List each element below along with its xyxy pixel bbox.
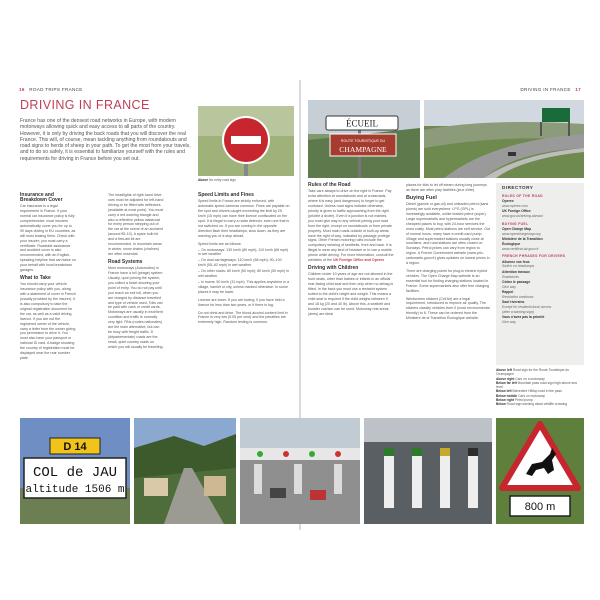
caption-3: Below left Belvedere Hilltop road in the pass (496, 389, 562, 394)
deer-distance-text: 800 m (524, 501, 556, 513)
heading-speed-limits: Speed Limits and Fines (198, 192, 254, 198)
directory-operex-url[interactable]: www.operex.com (502, 203, 528, 208)
directory-ministere-2: Écologique (502, 241, 521, 246)
caption-1: Above right Cars on a motorway (496, 376, 545, 381)
column-5 (406, 183, 490, 324)
caption-0: Above left Road sign for the Route Touristique du Champagne (496, 368, 570, 377)
text-play-places: places for kids to let off steam during long journeys as there are often play facilities (jeux d'été). (406, 183, 487, 192)
caption-4: Below middle Cars on motorway (496, 393, 545, 398)
directory-section-rules: RULES OF THE ROAD (502, 193, 543, 198)
heading-buying-fuel: Buying Fuel (406, 194, 437, 201)
phrase-7: Vous n'avez pas la priorité (502, 315, 545, 320)
heading-insurance: Insurance and Breakdown Cover (20, 192, 63, 203)
phrase-3-translation: Give way (502, 284, 516, 289)
phrase-2-translation: Roadworks (502, 274, 519, 279)
directory-operex: Operex (502, 199, 514, 204)
directory-ocm-url[interactable]: www.openchargemap.org (502, 231, 541, 236)
directory-ukfo: UK Foreign Office (502, 209, 531, 214)
text-road-systems: Most motorways (Autoroutes) in France have a toll (péage) system. Usually, upon joining the system, you collect a ticket showing your point of entry. You do not pay until you reach an exit toll, when you are charged by distance travelled and type of vehicle used. Tolls can be paid with cash or credit cards. Motorways are usually in excellent condition and traffic is normally very light. RNs (routes nationales) are the main alternative, but can be busy with freight traffic. D (départementale) roads are the small, quiet country roads on which you will usually be travelling. (108, 266, 164, 349)
page-number-right: 17 (575, 87, 581, 92)
photo-captions (496, 368, 584, 407)
road-number-text: D 14 (63, 441, 87, 453)
phrase-4: Rappel (502, 290, 514, 295)
heading-children: Driving with Children (308, 265, 359, 271)
page-title: DRIVING IN FRANCE (20, 98, 150, 112)
heading-rules-of-road: Rules of the Road (308, 182, 351, 188)
section-name-right: DRIVING IN FRANCE (520, 87, 571, 92)
directory-section-phrases: FRENCH PHRASES FOR DRIVERS (502, 254, 566, 259)
fuel-pump-photo (364, 418, 492, 524)
directory-ministere: Ministère de la Transition (502, 237, 543, 242)
phrase-3: Cédez le passage (502, 280, 531, 285)
phrase-4-translation: Restriction continues (502, 294, 534, 299)
text-licence: Licence are lower. If you are towing, if you have held a licence for less than two years, or if there is fog. (198, 297, 285, 307)
pass-altitude-text: altitude 1506 m (25, 484, 125, 496)
village-road-photo (134, 418, 236, 524)
speed-other: – On other roads: 80 km/h (50 mph); 80 km/h (50 mph) in wet weather (198, 269, 290, 279)
links-text: UK Foreign Office and Operex (332, 258, 385, 263)
phrase-1: Allumez vos feux (502, 259, 530, 264)
text-rules-of-road: Take care always to drive on the right in France. Pay extra attention at roundabouts and at crossroads, where it is easy (and dangerous) to forget to get confused. Unless road signs indicate otherwise, priority is given to traffic approaching from the right (priorité à droite). Even if a junction is not marked, you must give way to any vehicle joining your road from the right, except on roundabouts or from private property. Most main roads outside of built-up areas have the right of way, indicated by passage protégé signs. Other French motoring rules include the compulsory wearing of seatbelts, front and back. It is illegal to wear any kind of headset or to use a mobile phone while driving. For more information, consult the websites of the UK Foreign Office and Operex (308, 189, 394, 263)
running-head-right (520, 87, 584, 92)
caption-6: Below Road sign warning about wildlife crossing (496, 402, 568, 407)
sign-caption: Above No entry road sign (198, 178, 236, 182)
directory-ukfo-url[interactable]: www.gov.uk/driving-abroad (502, 213, 543, 218)
speed-intro: Speed limits are as follows: (198, 241, 242, 246)
running-head-left (16, 87, 83, 92)
directory-section-fuel: BUYING FUEL (502, 221, 529, 226)
column-2 (108, 193, 164, 353)
phrase-7-translation: Give way (502, 319, 516, 324)
no-entry-photo (198, 106, 294, 176)
toll-booth-photo (240, 418, 360, 524)
caption-2: Below far left Mountain pass road sign high above sea level (496, 380, 577, 390)
speed-motorways: – On motorways: 130 km/h (80 mph); 110 km/h (68 mph) in wet weather (198, 247, 289, 257)
intro-paragraph: France has one of the densest road networks in Europe, with modern motorways allowing quick and easy access to all parts of the country. However, it is only by driving the back roads that you will discover the real France. This will, of course, mean tackling anything from roundabouts and road signs to herds of sheep in your path. To get the most from your travels, and to do so safely, it is essential to familiarize yourself with the rules and requirements for driving in France before you set out. (20, 118, 191, 162)
text-what-to-take: You should carry your vehicle insurance policy with you, along with a statement of cover in French (usually provided by the insurer). It is also compulsory to take the original registration document for the car, as well as a valid driving licence. If you are not the registered owner of the vehicle, carry a letter from the owner giving you permission to drive it. You must also have your passport or national ID card. A badge showing the country of registration must be displayed near the rear number plate. (20, 282, 76, 360)
phrase-1-translation: Switch on headlamps (502, 264, 535, 269)
text-insurance: Car insurance is a legal requirement in France. If your normal car insurance policy is fully comprehensive, most insurers automatically cover you for up to 90 days driving in EU countries, as will most leasing firms. Check with your insurer; you must carry a certificate. Roadside assistance and accident cover is also recommended, with an English-speaking helpline that can liaise on your behalf with local breakdown garages. (20, 204, 76, 273)
col-de-jau-photo (20, 418, 130, 524)
echelle-sign-photo (308, 100, 420, 178)
echelle-sign-text: ÉCUEIL (346, 118, 378, 129)
text-speed-limits: Speed limits in France are strictly enforced, with automatic speed cameras common. Fines are payable on the spot and drivers caught exceeding the limit by 25 km/h (15 mph) can have their licence confiscated on the spot. It is illegal to carry a radar detector, even one that is not switched on. If you are coming in the opposite direction flash their headlamps, slow down, as they are warning you of a stop ahead. (198, 199, 290, 238)
phrase-5-note: (after a warning sign) (502, 309, 534, 314)
phrase-5-translation: Except for residents/local access (502, 305, 552, 310)
directory-ocm: Open Charge Map (502, 227, 532, 232)
directory-ministere-url[interactable]: www.certificat-air.gouv.fr (502, 246, 539, 251)
deer-sign-photo (496, 418, 584, 524)
pass-name-text: COL de JAU (32, 465, 118, 481)
text-drink-drive: Do not drink and drive. The blood-alcohol content limit in France is very low (0.05 per cent) and the penalties are extremely high. Random testing is common. (198, 310, 288, 325)
motorway-photo (424, 100, 584, 178)
champagne-sign-text: CHAMPAGNE (339, 145, 387, 154)
directory-title: DIRECTORY (502, 185, 534, 190)
column-3 (198, 193, 290, 328)
text-electric: There are charging points for plug-in electric hybrid vehicles. The Open Charge Map website is an essential tool for finding charging stations located in France. Some supermarkets also offer free charging facilities. (406, 269, 490, 293)
text-children: Children under 10 years of age are not allowed in the front seats, other than babies or infants in an official rear-facing child seat and then only when no airbag is fitted. In the back you must use a restraint system suited to the child's height and weight. This means a child seat is required if the child weighs between 9 and 18 kg (20 and 40 lb). Above this, a seatbelt and booster cushion can be used. Motorway rest areas (aires) are ideal (308, 272, 394, 316)
directory-sidebar (496, 183, 584, 365)
heading-what-to-take: What to Take (20, 275, 51, 281)
phrase-5: Sauf riverains (502, 300, 525, 305)
phrase-2: Attention travaux (502, 269, 530, 274)
caption-5: Below right Petrol pump (496, 398, 533, 403)
speed-dual: – On dual carriageways: 110 km/h (68 mph); 90–100 km/h (55–62 mph) in wet weather (198, 258, 282, 268)
text-buying-fuel: Diesel (gazole or gas-oil) and unleaded petrol (sans plomb) are sold everywhere. LPG (GPL) is increasingly available, unlike leaded petrol (super). Large supermarkets and hypermarkets are the cheapest places to buy, with 24-hour services the most costly. Most petrol stations are self-service. Out of normal hours, many have a credit-card pump. Village and supermarket stations usually close at lunchtime, and rural stations are often closed on Sundays. Petrol prices can vary from region to region. A French Government website (www.prix-carburants.gouv.fr) gives updates on lowest prices in a region. (406, 202, 491, 266)
route-sign-label: ROUTE TOURISTIQUE DU (340, 139, 386, 143)
column-4 (308, 183, 394, 320)
column-1 (20, 193, 76, 364)
page-number-left: 16 (19, 87, 25, 92)
heading-road-systems: Road Systems (108, 258, 143, 265)
speed-towns: – In towns: 50 km/h (31 mph). This applies anywhere in a village, hamlet or city, unless marked otherwise. In some places it may be lower. (198, 280, 290, 294)
section-name-left: ROAD TRIPS FRANCE (29, 87, 83, 92)
text-stickers: Windscreen stickers (Crit'Air) are a legal requirement, introduced to improve air quality. The stickers classify vehicles from 0 (most environmental friendly) to 6. These can be ordered from the Ministère de la Transition Écologique website. (406, 296, 490, 321)
text-headlights: The headlights of right-hand drive cars must be adjusted for left-hand driving or be fitted with deflectors (available at most ports). You must carry a red warning triangle and also a reflective yellow waistcoat for every person stepping out of the car at the scene of an accident (around €5-10). A spare bulb kit and a first-aid kit are recommended. In mountain areas in winter, snow chains (chaînes) are often essential. (108, 193, 164, 256)
